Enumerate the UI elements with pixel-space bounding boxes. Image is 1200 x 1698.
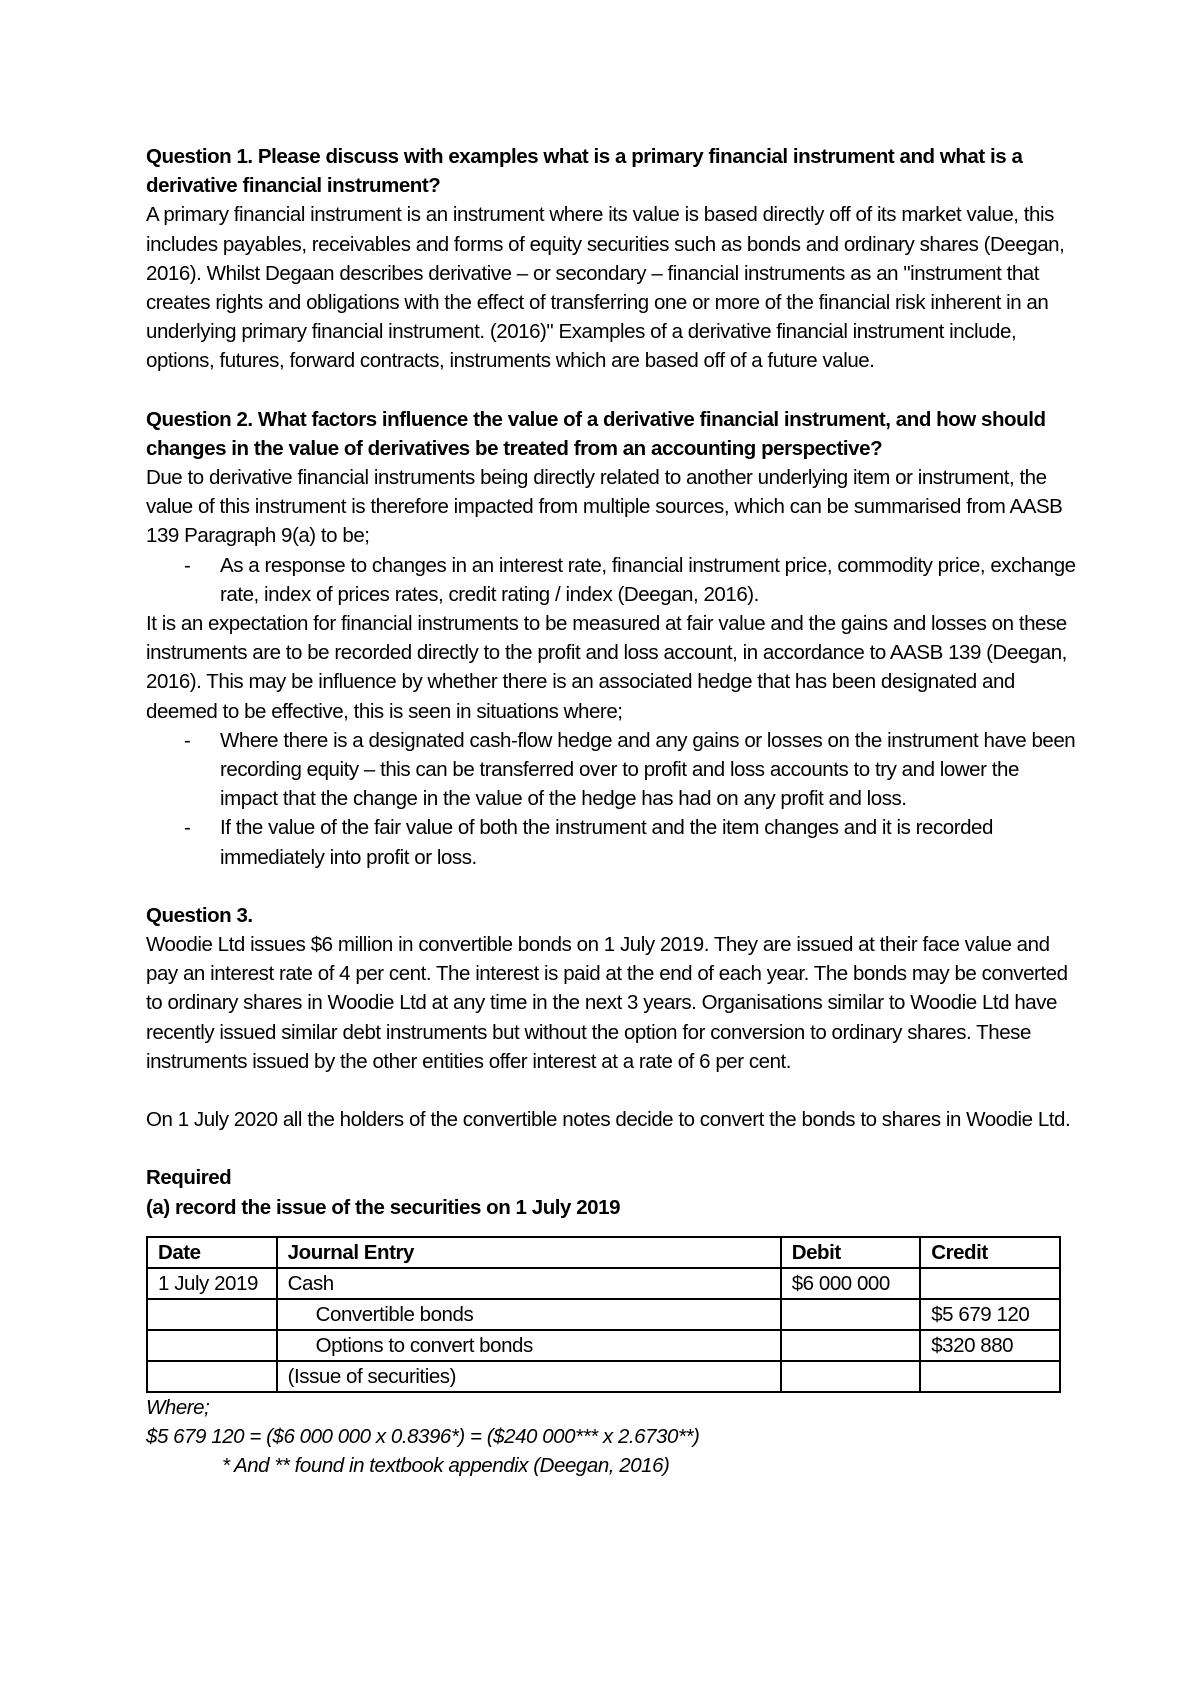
question-2-heading: Question 2. What factors influence the value of a derivative financial instrument, and how should changes in the value of derivatives be treated from an accounting perspective? (146, 407, 1046, 460)
question-2-bullets-2 (146, 726, 1080, 872)
dash-bullet: - (184, 816, 191, 840)
cell-debit (781, 1330, 921, 1361)
spacer (146, 1134, 1080, 1163)
header-journal-entry: Journal Entry (277, 1237, 781, 1268)
list-item (146, 813, 1080, 871)
table-row (147, 1268, 1060, 1299)
question-1-answer: A primary financial instrument is an instrument where its value is based directly off of its market value, this includes payables, receivables and forms of equity securities such as bonds and ordinary shares (Deegan, 2016). Whilst Degaan describes derivative – or secondary – financial instruments as an "instrument that creates rights and obligations with the effect of transferring one or more of the financial risk inherent in an underlying primary financial instrument. (2016)" Examples of a derivative financial instrument include, options, futures, forward contracts, instruments which are based off of a future value. (146, 203, 1065, 373)
header-date: Date (147, 1237, 277, 1268)
list-item-text: Where there is a designated cash-flow hedge and any gains or losses on the instrument have been recording equity – this can be transferred over to profit and loss accounts to try and lower the impact that the change in the value of the hedge has had on any profit and loss. (220, 728, 1076, 811)
cell-entry: Convertible bonds (277, 1299, 781, 1330)
cell-date (147, 1361, 277, 1392)
list-item (146, 551, 1080, 609)
part-a-heading: (a) record the issue of the securities on 1 July 2019 (146, 1195, 621, 1219)
formula-line: $5 679 120 = ($6 000 000 x 0.8396*) = ($240 000*** x 2.6730**) (146, 1424, 700, 1448)
table-header-row (147, 1237, 1060, 1268)
header-debit: Debit (781, 1237, 921, 1268)
cell-date: 1 July 2019 (147, 1268, 277, 1299)
cell-debit (781, 1361, 921, 1392)
question-3-para-2: On 1 July 2020 all the holders of the convertible notes decide to convert the bonds to shares in Woodie Ltd. (146, 1108, 1071, 1132)
cell-date (147, 1330, 277, 1361)
cell-credit (920, 1268, 1060, 1299)
cell-entry: Cash (277, 1268, 781, 1299)
dash-bullet: - (184, 553, 191, 577)
cell-credit (920, 1361, 1060, 1392)
table-row (147, 1361, 1060, 1392)
cell-debit (781, 1299, 921, 1330)
spacer (146, 376, 1080, 405)
cell-credit: $320 880 (920, 1330, 1060, 1361)
table-row (147, 1299, 1060, 1330)
required-heading: Required (146, 1166, 232, 1190)
dash-bullet: - (184, 728, 191, 752)
list-item (146, 726, 1080, 814)
cell-entry: (Issue of securities) (277, 1361, 781, 1392)
cell-date (147, 1299, 277, 1330)
spacer (146, 872, 1080, 901)
list-item-text: As a response to changes in an interest rate, financial instrument price, commodity price, exchange rate, index of prices rates, credit rating / index (Deegan, 2016). (220, 553, 1076, 606)
spacer (146, 1076, 1080, 1105)
where-label: Where; (146, 1395, 210, 1419)
question-3-para-1: Woodie Ltd issues $6 million in convertible bonds on 1 July 2019. They are issued at their face value and pay an interest rate of 4 per cent. The interest is paid at the end of each year. The bonds may be converted to ordinary shares in Woodie Ltd at any time in the next 3 years. Organisations similar to Woodie Ltd have recently issued similar debt instruments but without the option for conversion to ordinary shares. These instruments issued by the other entities offer interest at a rate of 6 per cent. (146, 933, 1068, 1073)
header-credit: Credit (920, 1237, 1060, 1268)
question-2-intro: Due to derivative financial instruments being directly related to another underlying item or instrument, the value of this instrument is therefore impacted from multiple sources, which can be summarised from AASB 139 Paragraph 9(a) to be; (146, 466, 1063, 548)
list-item-text: If the value of the fair value of both the instrument and the item changes and it is recorded immediately into profit or loss. (220, 816, 993, 869)
question-3-heading: Question 3. (146, 903, 253, 927)
question-2-bullets-1 (146, 551, 1080, 609)
footnote-line: * And ** found in textbook appendix (Deegan, 2016) (222, 1454, 670, 1478)
journal-entry-table (146, 1236, 1061, 1393)
table-row (147, 1330, 1060, 1361)
cell-entry: Options to convert bonds (277, 1330, 781, 1361)
cell-credit: $5 679 120 (920, 1299, 1060, 1330)
cell-debit: $6 000 000 (781, 1268, 921, 1299)
question-2-middle: It is an expectation for financial instruments to be measured at fair value and the gains and losses on these instruments are to be recorded directly to the profit and loss account, in accordance to AASB 139 (Deegan, 2016). This may be influence by whether there is an associated hedge that has been designated and deemed to be effective, this is seen in situations where; (146, 612, 1067, 723)
question-1-heading: Question 1. Please discuss with examples what is a primary financial instrument and what is a derivative financial instrument? (146, 145, 1023, 198)
